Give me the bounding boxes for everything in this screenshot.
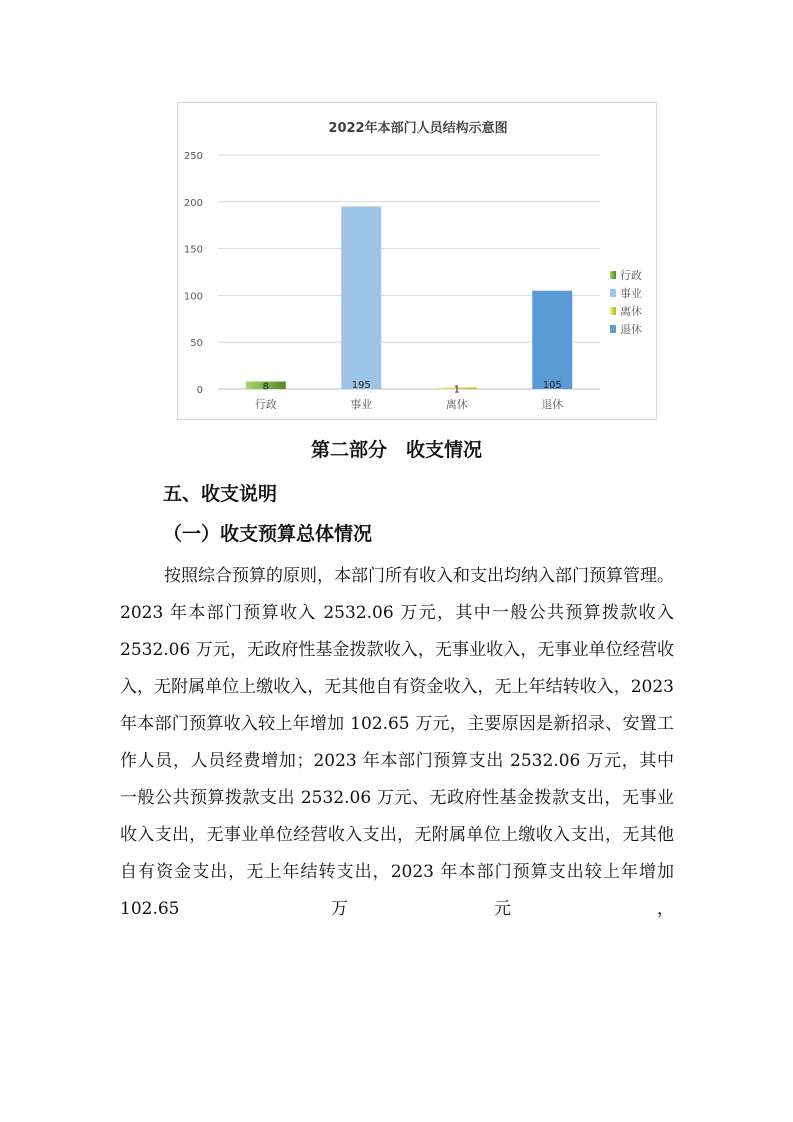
staff-structure-chart (177, 102, 657, 420)
subsection-title: （一）收支预算总体情况 (163, 523, 373, 545)
legend-swatch (610, 325, 616, 333)
y-tick-label: 250 (183, 151, 203, 162)
y-tick-label: 150 (183, 244, 203, 256)
bar-chart-svg (178, 103, 658, 421)
y-tick-label: 0 (196, 385, 203, 396)
legend-label: 离休 (620, 305, 642, 318)
section-title: 五、收支说明 (163, 483, 278, 505)
x-tick-label: 离休 (445, 398, 468, 411)
y-tick-label: 100 (183, 291, 203, 303)
x-tick-label: 退休 (541, 398, 564, 411)
bar-3 (532, 291, 572, 389)
body-paragraph: 按照综合预算的原则，本部门所有收入和支出均纳入部门预算管理。2023 年本部门预算收入 2532.06 万元，其中一般公共预算拨款收入 2532.06 万元，无政府性基金拨款收入，无事业收入，无事业单位经营收入，无附属单位上缴收入，无其他自有资金收入，无上年结转收入，2023 年本部门预算收入较上年增加 102.65 万元，主要原因是新招录、安置工作人员，人员经费增加；2023 年本部门预算支出 2532.06 万元，其中一般公共预算拨款支出 2532.06 万元、无政府性基金拨款支出，无事业收入支出，无事业单位经营收入支出，无附属单位上缴收入支出，无其他自有资金支出，无上年结转支出，2023 年本部门预算支出较上年增加 102.65 万元， (120, 566, 674, 919)
legend-swatch (610, 271, 616, 279)
bar-1 (341, 206, 381, 389)
part-title: 第二部分 收支情况 (310, 439, 482, 461)
data-label: 105 (542, 380, 562, 391)
x-tick-label: 事业 (350, 398, 373, 411)
chart-title: 2022年本部门人员结构示意图 (328, 121, 508, 136)
y-tick-label: 50 (190, 338, 203, 350)
legend-label: 事业 (620, 287, 642, 300)
data-label: 1 (453, 384, 460, 396)
data-label: 195 (351, 380, 371, 391)
y-tick-label: 200 (183, 197, 203, 209)
legend-label: 退休 (620, 323, 642, 336)
data-label: 8 (262, 381, 269, 393)
legend-label: 行政 (620, 269, 642, 282)
x-tick-label: 行政 (254, 398, 277, 411)
legend-swatch (610, 307, 616, 315)
legend-swatch (610, 289, 616, 297)
